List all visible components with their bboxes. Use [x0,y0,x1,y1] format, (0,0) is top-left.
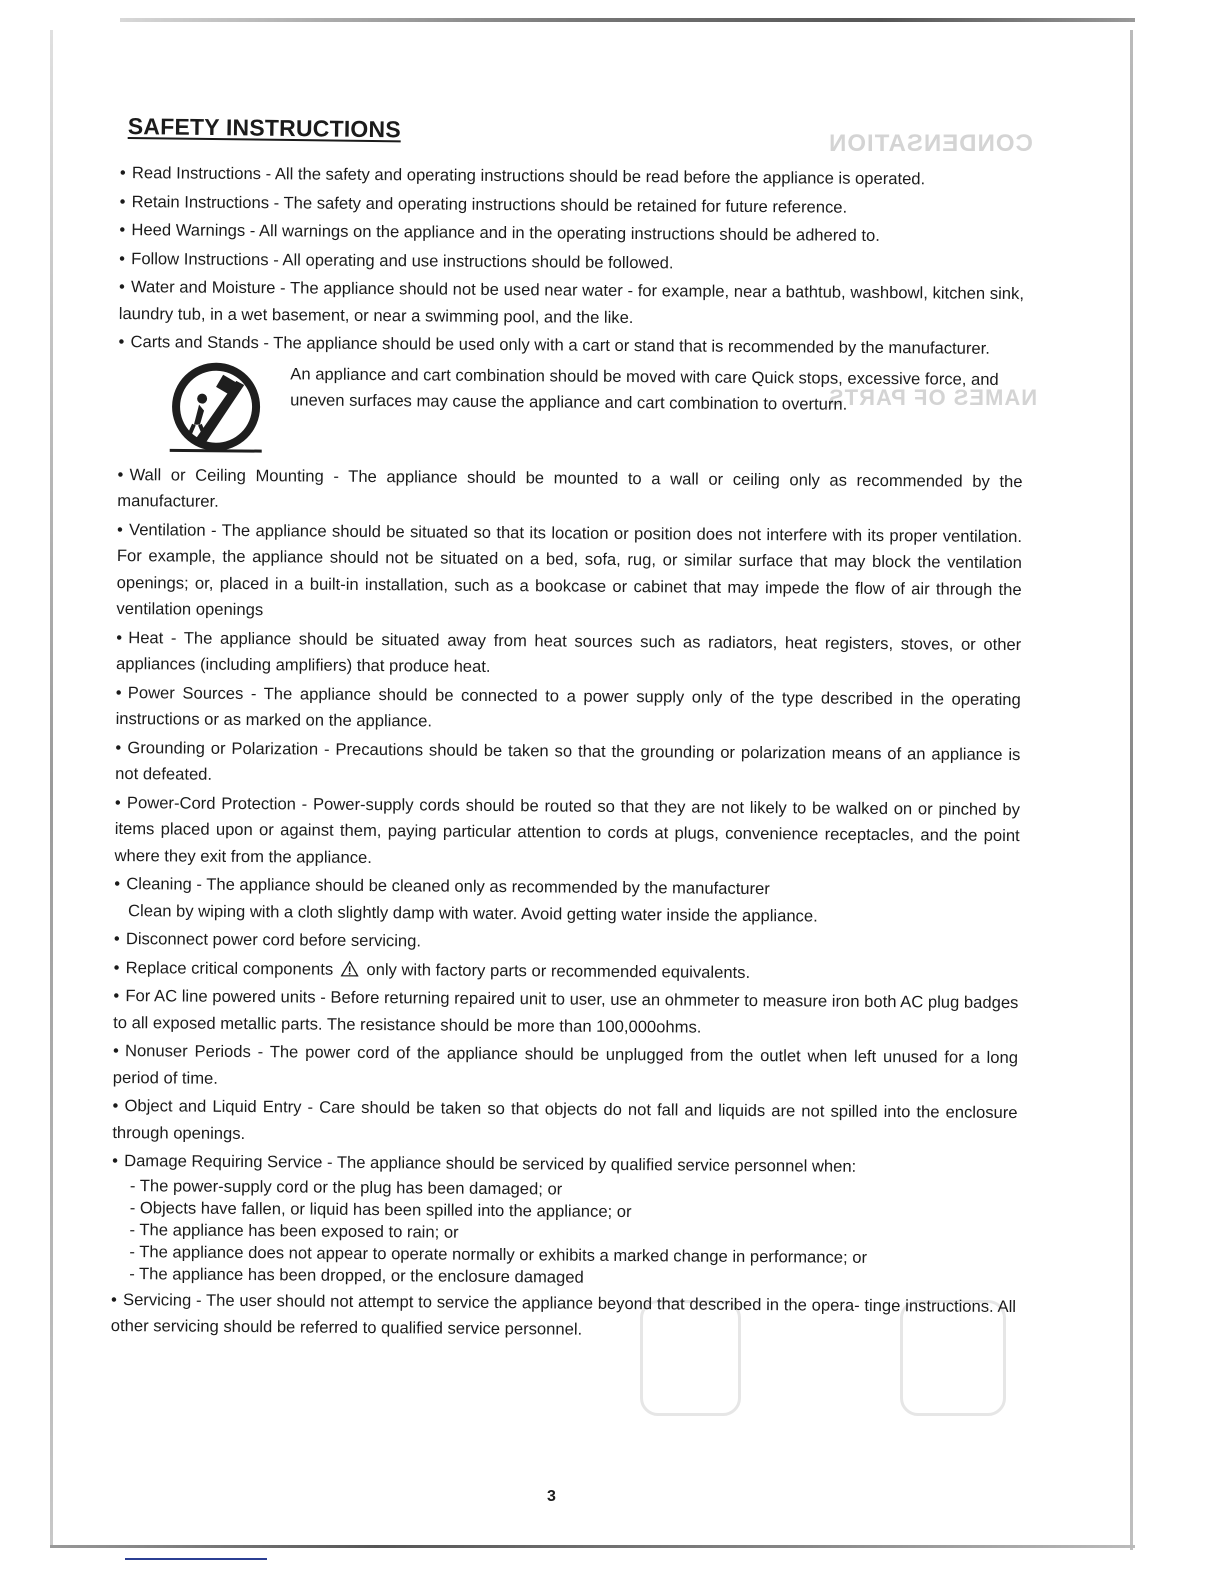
damage-condition: - The appliance does not appear to operate normally or exhibits a marked change in performance; or [129,1241,868,1267]
instruction-item: • Nonuser Periods - The power cord of the appliance should be unplugged from the outlet when left unused for a long period of time. [112,1040,1019,1088]
instruction-item: • Follow Instructions - All operating and use instructions should be followed. [119,248,674,272]
instruction-item: • Retain Instructions - The safety and operating instructions should be retained for future reference. [119,191,848,217]
instruction-item: • Power Sources - The appliance should be connected to a power supply only of the type described in the operating instructions or as marked on the appliance. [115,682,1021,731]
instruction-item: • Disconnect power cord before servicing. [113,928,422,951]
scan-edge-left [50,30,53,1545]
instruction-item: • Grounding or Polarization - Precautions should be taken so that the grounding or polarization means of an appliance is not defeated. [115,737,1021,784]
scan-edge-bottom [50,1545,1135,1548]
instruction-item: • Carts and Stands - The appliance should be used only with a cart or stand that is recommended by the manufacturer. [118,331,990,358]
instructions-body [111,160,1025,1349]
scan-edge-top [120,18,1135,22]
instruction-item: • Servicing - The user should not attempt to service the appliance beyond that described in the opera- tinge instructions. All other servicing should be referred to qualified service personnel. [110,1289,1017,1339]
damage-conditions [111,1174,1017,1291]
instruction-item: • Read Instructions - All the safety and operating instructions should be read before the appliance is operated. [119,162,926,189]
damage-condition: - The power-supply cord or the plug has been damaged; or [129,1175,563,1199]
bleed-through-heading: CONDENSATION [828,130,1033,157]
cart-warning: An appliance and cart combination should be moved with care Quick stops, excessive force, and uneven surfaces may cause the appliance and cart combination to overturn. [118,359,1024,466]
bleed-through-heading: NAMES OF PARTS [828,385,1038,410]
damage-condition: - The appliance has been dropped, or the enclosure damaged [129,1263,584,1287]
cleaning-detail: Clean by wiping with a cloth slightly damp with water. Avoid getting water inside the appliance. [128,900,818,926]
damage-condition: - The appliance has been exposed to rain; or [129,1219,459,1242]
instruction-item: • Object and Liquid Entry - Care should be taken so that objects do not fall and liquids are not spilled into the enclosure through openings. [112,1095,1018,1143]
instruction-item: • Replace critical components only with factory parts or recommended equivalents. [113,957,751,982]
instruction-item: • Wall or Ceiling Mounting - The appliance should be mounted to a wall or ceiling only as recommended by the manufacturer. [117,464,1023,511]
damage-condition: - Objects have fallen, or liquid has been spilled into the appliance; or [129,1197,632,1221]
instruction-item: • Ventilation - The appliance should be situated so that its location or position does not interfere with its proper ventilation. For example, the appliance should not be situated on a bed, sofa, rug, or similar surface that may block the ventilation openings; or, placed in a built-in installation, such as a bookcase or cabinet that may impede the flow of air through the ventilation openings [116,519,1023,620]
caution-triangle-icon [341,960,359,976]
instruction-item: • Power-Cord Protection - Power-supply cords should be routed so that they are not likely to be walked on or pinched by items placed upon or against them, paying particular attention to cords at plugs, convenience receptacles, and the point where they exit from the appliance. [114,792,1021,867]
cart-tipover-warning-icon [166,358,267,459]
instruction-item: • For AC line powered units - Before returning repaired unit to user, use an ohmmeter to measure iron both AC plug badges to all exposed metallic parts. The resistance should be more than 100,000ohms. [113,985,1019,1037]
instruction-item: • Heed Warnings - All warnings on the appliance and in the operating instructions should be adhered to. [119,219,880,245]
instruction-item-cleaning: • Cleaning - The appliance should be cleaned only as recommended by the manufacturer Clean by wiping with a cloth slightly damp with water. Avoid getting water inside the appliance. [114,871,1019,931]
instruction-item: • Water and Moisture - The appliance should not be used near water - for example, near a bathtub, washbowl, kitchen sink, laundry tub, in a wet basement, or near a swimming pool, and the like. [118,276,1025,327]
instruction-item-damage: • Damage Requiring Service - The appliance should be serviced by qualified service personnel when: - The power-supply cord or the plug has been damaged; or - Objects have fallen, or liquid has been spilled into the appliance; or - The appliance has been exposed to rain; or - The appliance does not appear to operate normally or exhibits a marked change in performance; or - The appliance has been dropped, or the enclosure damaged [111,1148,1017,1292]
page-number: 3 [547,1488,556,1505]
page-title: SAFETY INSTRUCTIONS [127,113,401,143]
instruction-item: • Heat - The appliance should be situated away from heat sources such as radiators, heat registers, stoves, or other appliances (including amplifiers) that produce heat. [115,627,1022,676]
scan-edge-right [1130,30,1133,1550]
scan-foot-line [125,1558,267,1560]
